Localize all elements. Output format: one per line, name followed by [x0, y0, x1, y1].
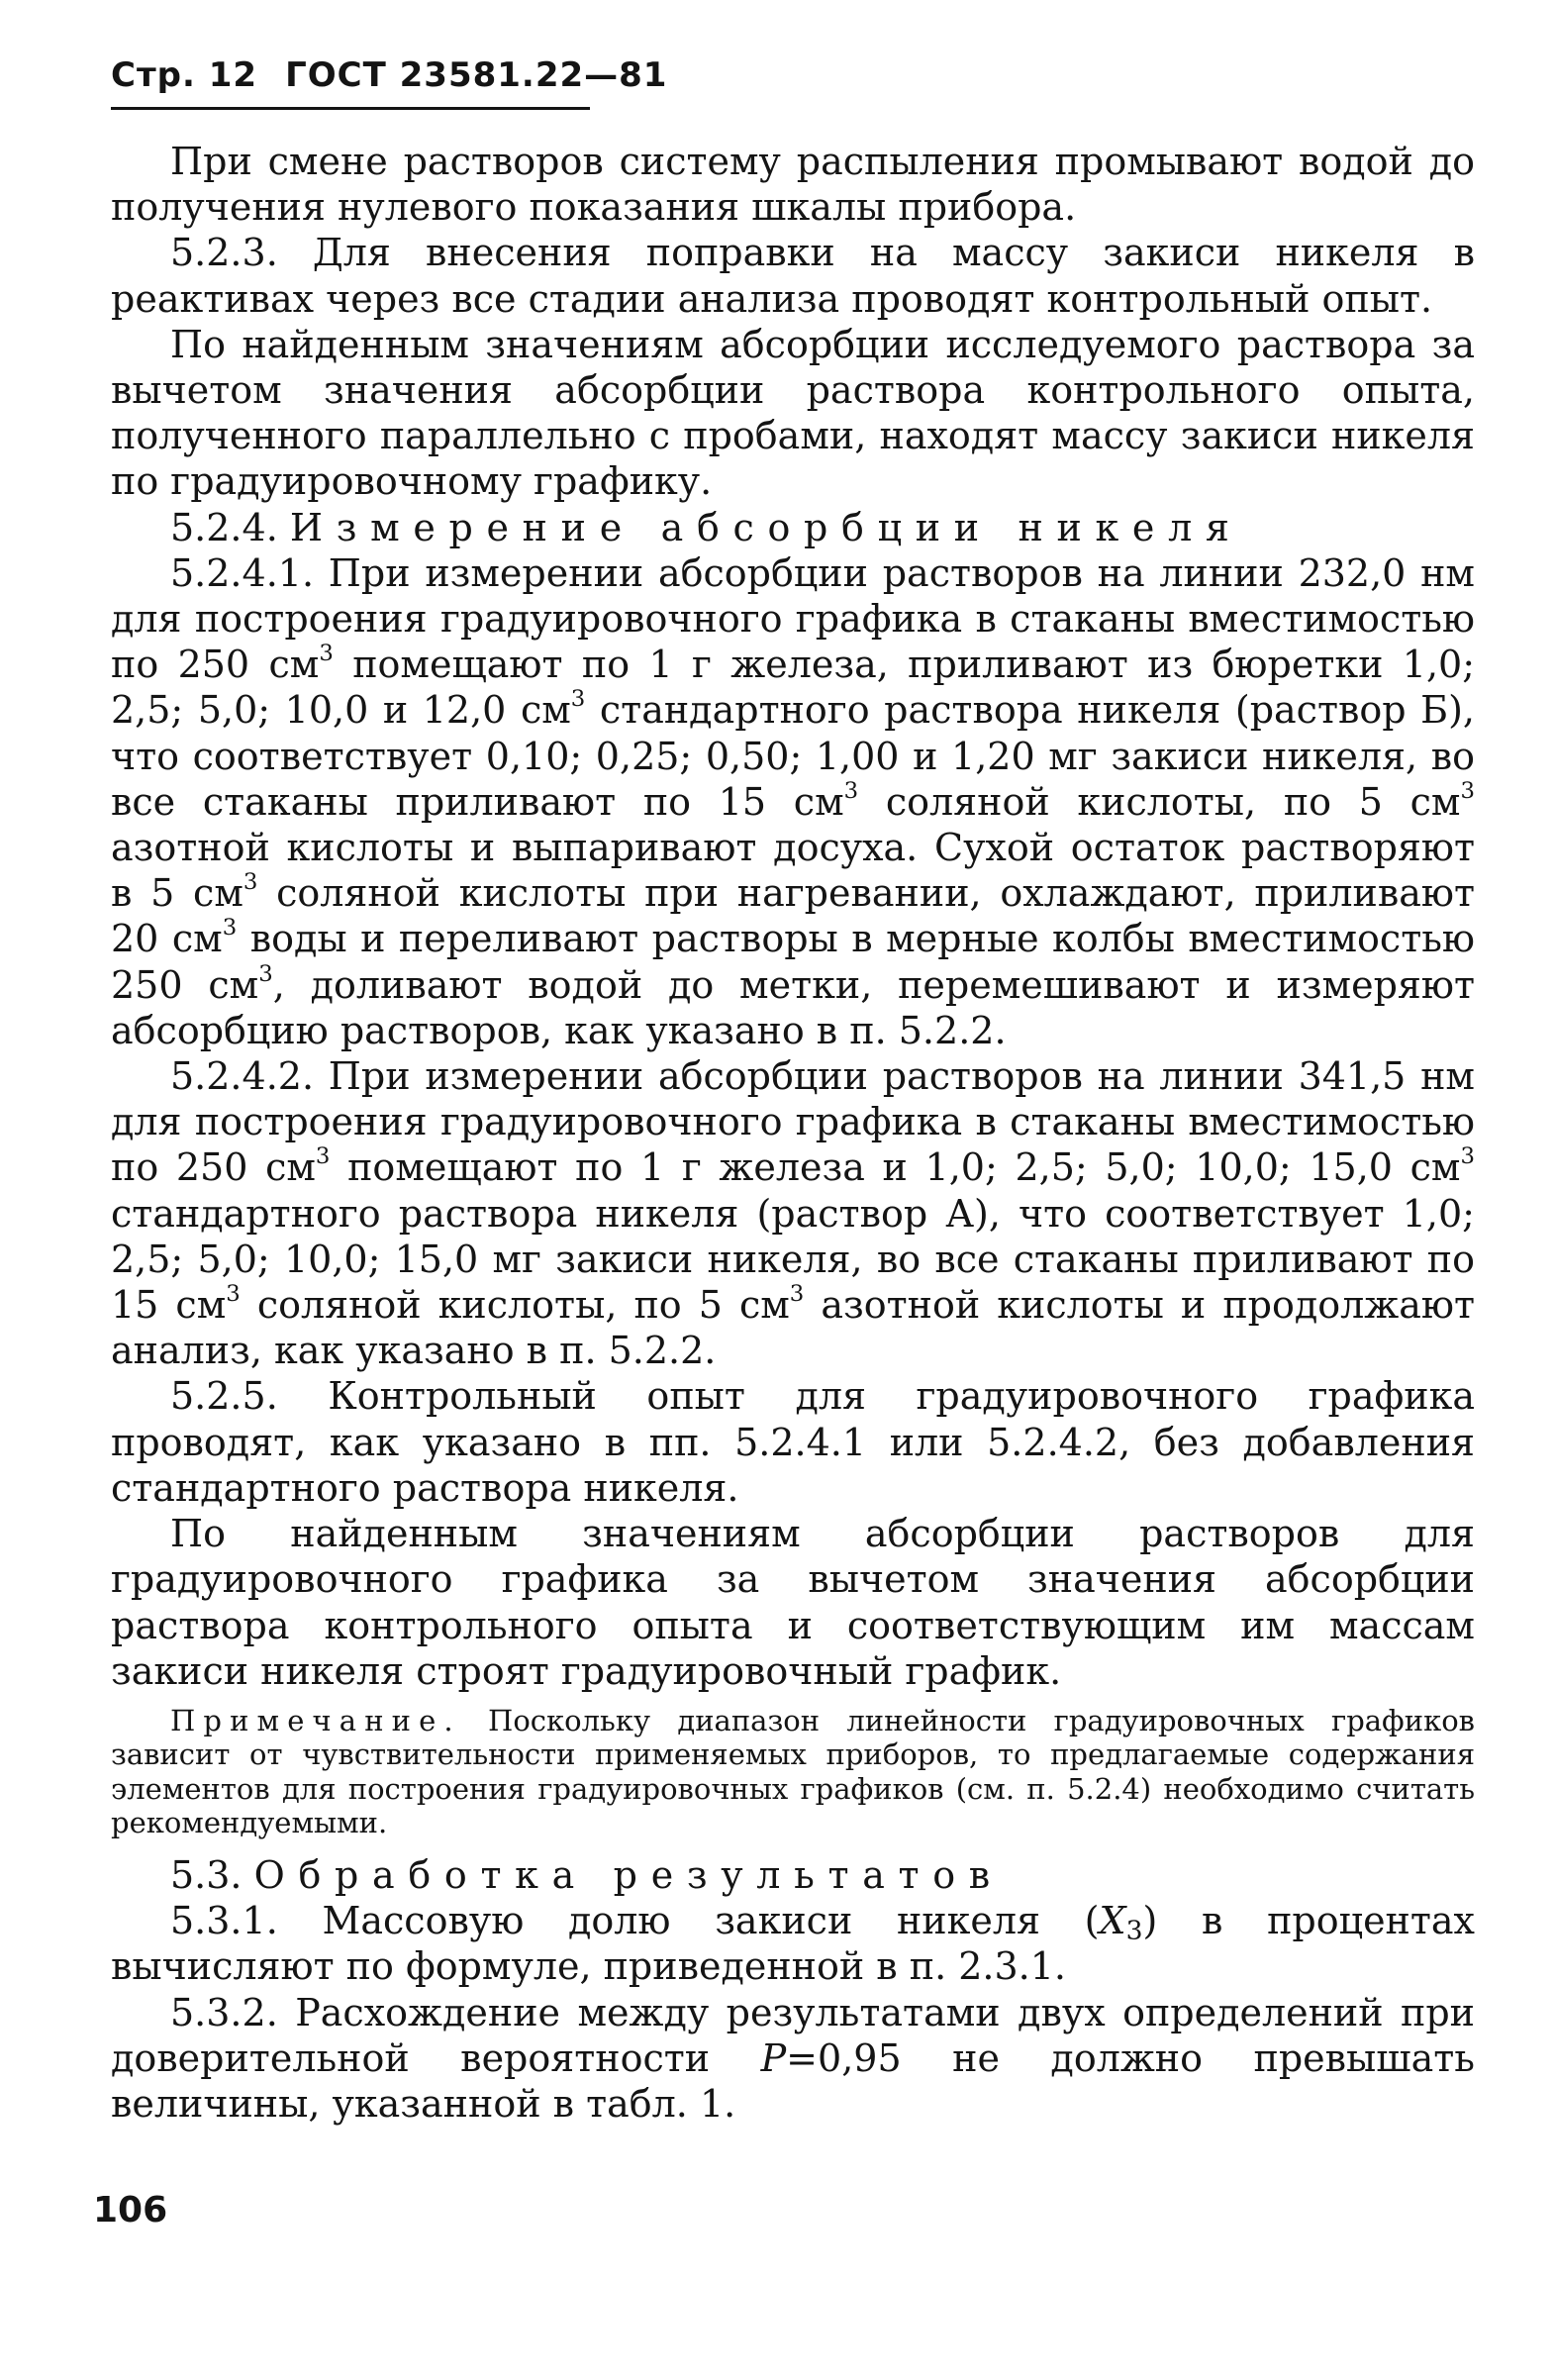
section-5-3-heading [111, 1852, 1475, 1898]
paragraph-5-3-1: 5.3.1. Массовую долю закиси никеля $(X_3)$ в процентах вычисляют по формуле, приведенной в п. 2.3.1. [111, 1899, 1475, 1989]
page-header [111, 55, 667, 95]
paragraph-rinse: При смене растворов систему распыления промывают водой до получения нулевого показания шкалы прибора. [111, 140, 1475, 230]
section-number: 5.2.4. [170, 505, 278, 549]
note-label: Примечание. [170, 1703, 461, 1737]
note [111, 1704, 1475, 1840]
standard-code: ГОСТ 23581.22—81 [285, 55, 668, 95]
variable-p: P [760, 2035, 787, 2080]
paragraph-5-2-5: 5.2.5. Контрольный опыт для градуировочного графика проводят, как указано в пп. 5.2.4.1 или 5.2.4.2, без добавления стандартного раствора никеля. [111, 1374, 1475, 1510]
paragraph-5-2-3: 5.2.3. Для внесения поправки на массу закиси никеля в реактивах через все стадии анализа проводят контрольный опыт. [111, 231, 1475, 321]
page-number: 106 [93, 2190, 168, 2231]
header-rule [111, 107, 590, 110]
paragraph-build-graph: По найденным значениям абсорбции растворов для градуировочного графика за вычетом значения абсорбции раствора контрольного опыта и соответствующим им массам закиси никеля строят градуировочный график. [111, 1512, 1475, 1693]
section-title: Обработка результатов [253, 1852, 1004, 1897]
paragraph-5-3-2: 5.3.2. Расхождение между результатами двух определений при доверительной вероятности P=0,95 не должно превышать величины, указанной в табл. 1. [111, 1990, 1475, 2126]
section-title: Измерение абсорбции никеля [289, 505, 1243, 549]
variable-x: X [1099, 1899, 1126, 1943]
page-label: Стр. 12 [111, 55, 258, 95]
paragraph-5-2-4-2: 5.2.4.2. При измерении абсорбции растворов на линии 341,5 нм для построения градуировочного графика в стаканы вместимостью по 250 $см^3$ помещают по 1 г железа и 1,0; 2,5; 5,0; 10,0; 15,0 $см^3$ стандартного раствора никеля (раствор А), что соответствует 1,0; 2,5; 5,0; 10,0; 15,0 мг закиси никеля, во все стаканы приливают по 15 $см^3$ соляной кислоты, по 5 $см^3$ азотной кислоты и продолжают анализ, как указано в п. 5.2.2. [111, 1054, 1475, 1373]
paragraph-5-2-4-1: 5.2.4.1. При измерении абсорбции растворов на линии 232,0 нм для построения градуировочного графика в стаканы вместимостью по 250 $см^3$ помещают по 1 г железа, приливают из бюретки 1,0; 2,5; 5,0; 10,0 и 12,0 $см^3$ стандартного раствора никеля (раствор Б), что соответствует 0,10; 0,25; 0,50; 1,00 и 1,20 мг закиси никеля, во все стаканы приливают по 15 $см^3$ соляной кислоты, по 5 $см^3$ азотной кислоты и выпаривают досуха. Сухой остаток растворяют в 5 $см^3$ соляной кислоты при нагревании, охлаждают, приливают 20 $см^3$ воды и переливают растворы в мерные колбы вместимостью 250 $см^3$, доливают водой до метки, перемешивают и измеряют абсорбцию растворов, как указано в п. 5.2.2. [111, 550, 1476, 1052]
note-text: Поскольку диапазон линейности градуировочных графиков зависит от чувствительности применяемых приборов, то предлагаемые содержания элементов для построения градуировочных графиков (см. п. 5.2.4) необходимо считать рекомендуемыми. [111, 1703, 1475, 1840]
section-number: 5.3. [170, 1852, 243, 1897]
body-text [111, 139, 1475, 2127]
section-5-2-4-heading [111, 505, 1475, 550]
paragraph-blank-correction: По найденным значениям абсорбции исследуемого раствора за вычетом значения абсорбции раствора контрольного опыта, полученного параллельно с пробами, находят массу закиси никеля по градуировочному графику. [111, 322, 1475, 504]
